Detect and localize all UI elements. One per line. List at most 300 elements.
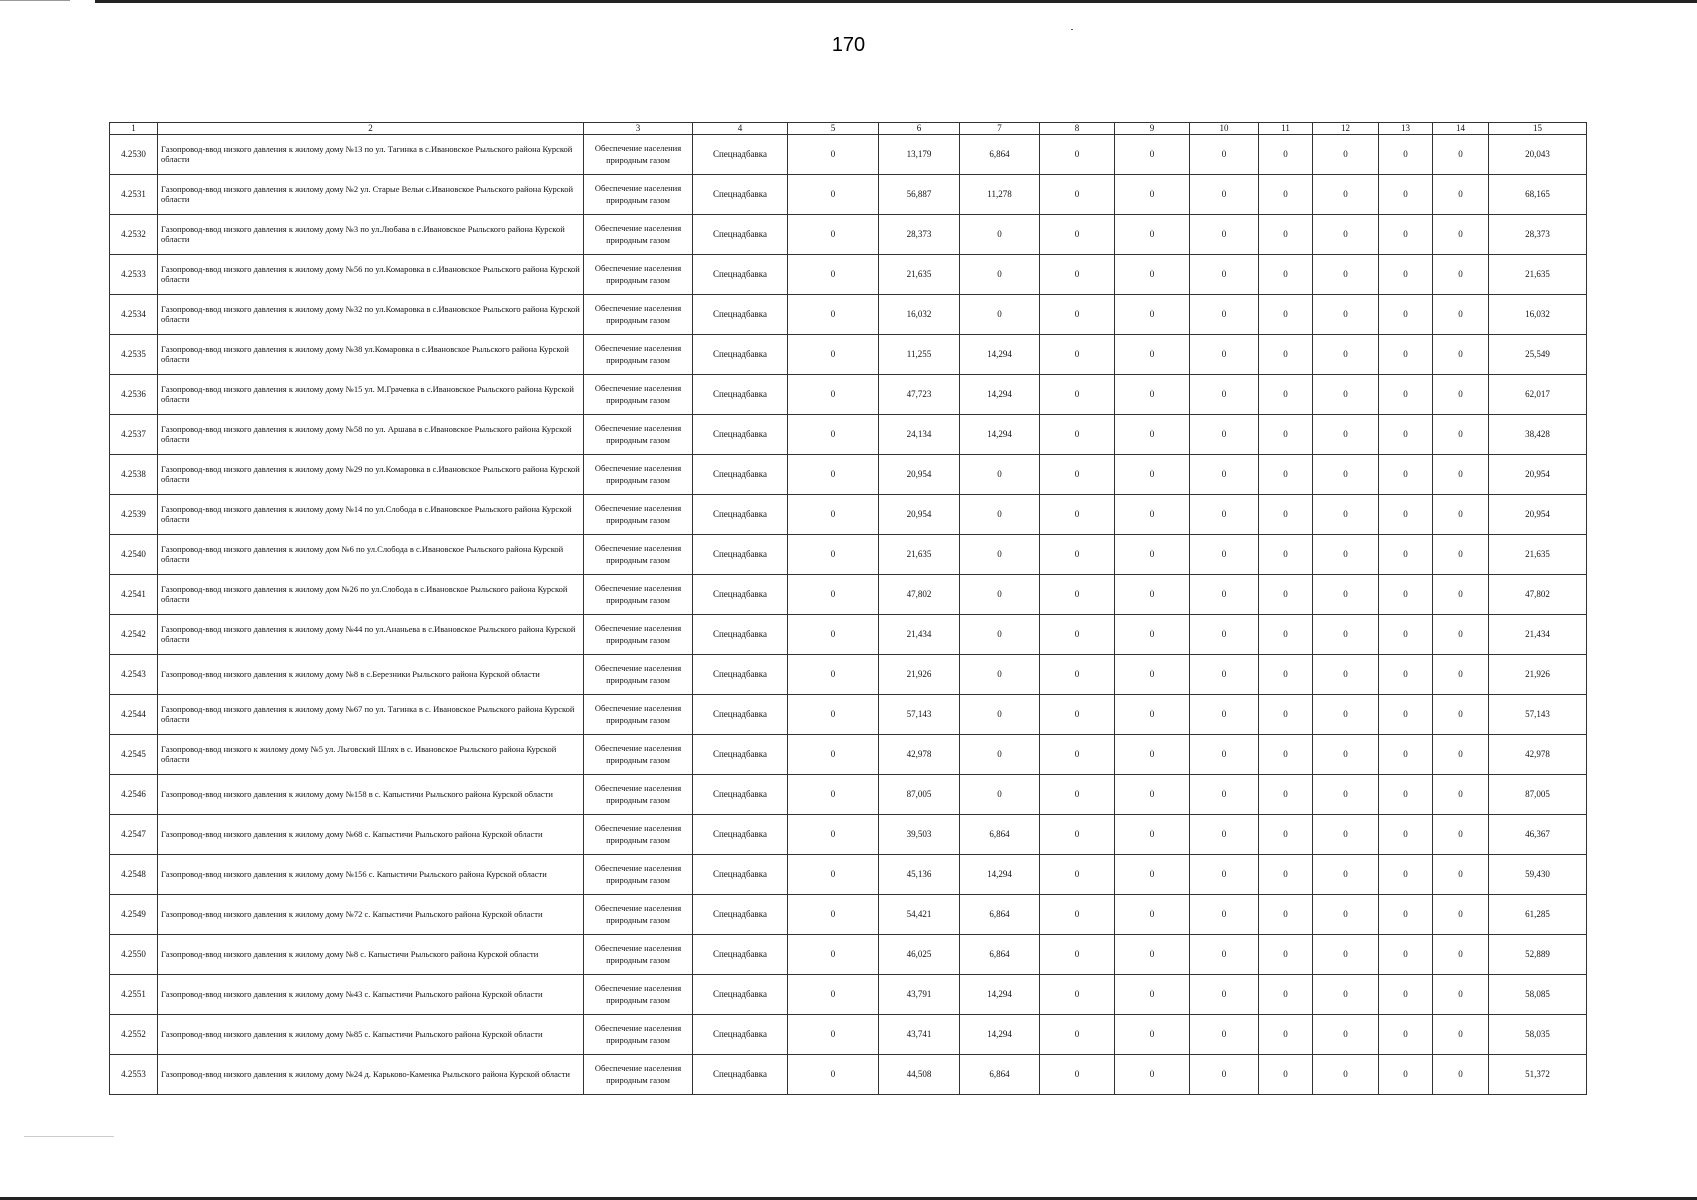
- value-cell: 0: [1040, 775, 1115, 815]
- value-cell: 0: [1313, 815, 1379, 855]
- value-cell: 0: [788, 415, 879, 455]
- value-cell: 0: [1115, 495, 1190, 535]
- value-cell: 0: [1040, 895, 1115, 935]
- value-cell: 21,434: [1489, 615, 1587, 655]
- value-cell: 13,179: [879, 135, 960, 175]
- table-row: [110, 615, 1587, 655]
- value-cell: 0: [1040, 575, 1115, 615]
- funding-source: Спецнадбавка: [693, 655, 788, 695]
- funding-source: Спецнадбавка: [693, 255, 788, 295]
- value-cell: 20,954: [1489, 455, 1587, 495]
- row-number: 4.2535: [110, 335, 158, 375]
- table-row: [110, 695, 1587, 735]
- purpose: Обеспечение населения природным газом: [584, 415, 693, 455]
- value-cell: 47,802: [879, 575, 960, 615]
- row-number: 4.2534: [110, 295, 158, 335]
- value-cell: 0: [1040, 975, 1115, 1015]
- value-cell: 0: [1433, 535, 1489, 575]
- value-cell: 0: [1259, 215, 1313, 255]
- value-cell: 11,255: [879, 335, 960, 375]
- object-name: Газопровод-ввод низкого давления к жилому дом №26 по ул.Слобода в с.Ивановское Рыльского района Курской области: [158, 575, 584, 615]
- value-cell: 0: [1433, 495, 1489, 535]
- value-cell: 0: [960, 655, 1040, 695]
- value-cell: 0: [1190, 655, 1259, 695]
- row-number: 4.2546: [110, 775, 158, 815]
- value-cell: 0: [1259, 135, 1313, 175]
- funding-source: Спецнадбавка: [693, 335, 788, 375]
- value-cell: 0: [1313, 455, 1379, 495]
- column-header: 1: [110, 123, 158, 135]
- value-cell: 0: [960, 215, 1040, 255]
- row-number: 4.2531: [110, 175, 158, 215]
- value-cell: 0: [1313, 495, 1379, 535]
- purpose: Обеспечение населения природным газом: [584, 775, 693, 815]
- value-cell: 46,367: [1489, 815, 1587, 855]
- value-cell: 0: [1190, 975, 1259, 1015]
- column-header: 3: [584, 123, 693, 135]
- column-header: 7: [960, 123, 1040, 135]
- value-cell: 0: [1313, 975, 1379, 1015]
- value-cell: 0: [788, 575, 879, 615]
- row-number: 4.2551: [110, 975, 158, 1015]
- funding-source: Спецнадбавка: [693, 1015, 788, 1055]
- value-cell: 0: [1433, 415, 1489, 455]
- value-cell: 0: [1313, 775, 1379, 815]
- value-cell: 0: [1040, 855, 1115, 895]
- value-cell: 0: [1433, 935, 1489, 975]
- value-cell: 0: [788, 815, 879, 855]
- value-cell: 0: [1259, 495, 1313, 535]
- value-cell: 0: [1433, 215, 1489, 255]
- value-cell: 0: [788, 535, 879, 575]
- value-cell: 6,864: [960, 135, 1040, 175]
- purpose: Обеспечение населения природным газом: [584, 935, 693, 975]
- value-cell: 0: [1313, 415, 1379, 455]
- purpose: Обеспечение населения природным газом: [584, 975, 693, 1015]
- table-row: [110, 375, 1587, 415]
- funding-source: Спецнадбавка: [693, 575, 788, 615]
- value-cell: 0: [1379, 855, 1433, 895]
- value-cell: 0: [1313, 735, 1379, 775]
- value-cell: 20,043: [1489, 135, 1587, 175]
- value-cell: 0: [1379, 975, 1433, 1015]
- value-cell: 0: [1115, 855, 1190, 895]
- funding-source: Спецнадбавка: [693, 415, 788, 455]
- value-cell: 45,136: [879, 855, 960, 895]
- value-cell: 0: [788, 375, 879, 415]
- value-cell: 0: [1259, 575, 1313, 615]
- value-cell: 42,978: [1489, 735, 1587, 775]
- funding-source: Спецнадбавка: [693, 935, 788, 975]
- value-cell: 0: [788, 135, 879, 175]
- table-row: [110, 655, 1587, 695]
- value-cell: 0: [1040, 1055, 1115, 1095]
- value-cell: 0: [1379, 695, 1433, 735]
- value-cell: 0: [788, 455, 879, 495]
- value-cell: 0: [1190, 855, 1259, 895]
- value-cell: 0: [788, 935, 879, 975]
- value-cell: 0: [1259, 375, 1313, 415]
- value-cell: 0: [1115, 375, 1190, 415]
- value-cell: 0: [1259, 695, 1313, 735]
- value-cell: 0: [1259, 175, 1313, 215]
- value-cell: 0: [1040, 655, 1115, 695]
- table-row: [110, 215, 1587, 255]
- purpose: Обеспечение населения природным газом: [584, 815, 693, 855]
- value-cell: 6,864: [960, 935, 1040, 975]
- funding-source: Спецнадбавка: [693, 855, 788, 895]
- value-cell: 0: [788, 855, 879, 895]
- value-cell: 0: [1190, 735, 1259, 775]
- value-cell: 0: [1190, 375, 1259, 415]
- value-cell: 0: [1115, 295, 1190, 335]
- value-cell: 0: [1115, 415, 1190, 455]
- object-name: Газопровод-ввод низкого к жилому дому №5 ул. Льговский Шлях в с. Ивановское Рыльского района Курской области: [158, 735, 584, 775]
- value-cell: 0: [788, 1015, 879, 1055]
- value-cell: 0: [960, 255, 1040, 295]
- scan-speck: [1071, 29, 1073, 30]
- value-cell: 0: [1040, 935, 1115, 975]
- value-cell: 0: [960, 495, 1040, 535]
- purpose: Обеспечение населения природным газом: [584, 695, 693, 735]
- value-cell: 87,005: [879, 775, 960, 815]
- object-name: Газопровод-ввод низкого давления к жилому дому №15 ул. М.Грачевка в с.Ивановское Рыльского района Курской области: [158, 375, 584, 415]
- funding-source: Спецнадбавка: [693, 495, 788, 535]
- value-cell: 25,549: [1489, 335, 1587, 375]
- object-name: Газопровод-ввод низкого давления к жилому дом №6 по ул.Слобода в с.Ивановское Рыльского района Курской области: [158, 535, 584, 575]
- value-cell: 0: [1433, 255, 1489, 295]
- value-cell: 0: [1190, 415, 1259, 455]
- purpose: Обеспечение населения природным газом: [584, 255, 693, 295]
- value-cell: 0: [1433, 375, 1489, 415]
- column-header: 14: [1433, 123, 1489, 135]
- value-cell: 44,508: [879, 1055, 960, 1095]
- value-cell: 59,430: [1489, 855, 1587, 895]
- column-header: 9: [1115, 123, 1190, 135]
- value-cell: 0: [1040, 295, 1115, 335]
- value-cell: 0: [1379, 255, 1433, 295]
- purpose: Обеспечение населения природным газом: [584, 375, 693, 415]
- value-cell: 0: [960, 575, 1040, 615]
- table-row: [110, 1015, 1587, 1055]
- value-cell: 0: [1313, 135, 1379, 175]
- data-table: [109, 122, 1587, 1095]
- value-cell: 0: [1433, 975, 1489, 1015]
- value-cell: 0: [1433, 855, 1489, 895]
- value-cell: 0: [1313, 855, 1379, 895]
- value-cell: 46,025: [879, 935, 960, 975]
- value-cell: 43,791: [879, 975, 960, 1015]
- value-cell: 0: [1313, 375, 1379, 415]
- value-cell: 0: [1379, 895, 1433, 935]
- value-cell: 0: [1259, 295, 1313, 335]
- value-cell: 0: [1115, 615, 1190, 655]
- value-cell: 21,434: [879, 615, 960, 655]
- value-cell: 16,032: [879, 295, 960, 335]
- value-cell: 0: [1379, 935, 1433, 975]
- value-cell: 0: [1433, 735, 1489, 775]
- row-number: 4.2544: [110, 695, 158, 735]
- value-cell: 0: [788, 735, 879, 775]
- value-cell: 0: [1040, 375, 1115, 415]
- value-cell: 0: [1259, 775, 1313, 815]
- value-cell: 0: [960, 775, 1040, 815]
- object-name: Газопровод-ввод низкого давления к жилому дому №68 с. Капыстичи Рыльского района Курской области: [158, 815, 584, 855]
- value-cell: 0: [1313, 535, 1379, 575]
- table-row: [110, 495, 1587, 535]
- value-cell: 0: [1115, 815, 1190, 855]
- value-cell: 0: [1040, 455, 1115, 495]
- row-number: 4.2550: [110, 935, 158, 975]
- purpose: Обеспечение населения природным газом: [584, 215, 693, 255]
- purpose: Обеспечение населения природным газом: [584, 295, 693, 335]
- object-name: Газопровод-ввод низкого давления к жилому дому №13 по ул. Тагинка в с.Ивановское Рыльского района Курской области: [158, 135, 584, 175]
- object-name: Газопровод-ввод низкого давления к жилому дому №58 по ул. Аршава в с.Ивановское Рыльского района Курской области: [158, 415, 584, 455]
- table-row: [110, 1055, 1587, 1095]
- value-cell: 0: [1190, 895, 1259, 935]
- value-cell: 0: [1040, 815, 1115, 855]
- value-cell: 56,887: [879, 175, 960, 215]
- value-cell: 57,143: [1489, 695, 1587, 735]
- value-cell: 0: [1190, 1015, 1259, 1055]
- purpose: Обеспечение населения природным газом: [584, 495, 693, 535]
- value-cell: 0: [1433, 455, 1489, 495]
- value-cell: 14,294: [960, 375, 1040, 415]
- value-cell: 0: [1040, 535, 1115, 575]
- value-cell: 0: [1115, 255, 1190, 295]
- value-cell: 0: [1379, 815, 1433, 855]
- row-number: 4.2530: [110, 135, 158, 175]
- value-cell: 14,294: [960, 975, 1040, 1015]
- value-cell: 0: [1115, 975, 1190, 1015]
- value-cell: 0: [1190, 215, 1259, 255]
- value-cell: 58,085: [1489, 975, 1587, 1015]
- value-cell: 0: [1190, 535, 1259, 575]
- purpose: Обеспечение населения природным газом: [584, 335, 693, 375]
- row-number: 4.2547: [110, 815, 158, 855]
- value-cell: 0: [1379, 295, 1433, 335]
- funding-source: Спецнадбавка: [693, 215, 788, 255]
- value-cell: 0: [1040, 1015, 1115, 1055]
- value-cell: 14,294: [960, 1015, 1040, 1055]
- value-cell: 0: [1379, 215, 1433, 255]
- value-cell: 61,285: [1489, 895, 1587, 935]
- value-cell: 0: [1190, 135, 1259, 175]
- value-cell: 21,635: [1489, 535, 1587, 575]
- value-cell: 39,503: [879, 815, 960, 855]
- value-cell: 0: [1313, 895, 1379, 935]
- header-row: [110, 123, 1587, 135]
- scan-edge-top-left: [0, 0, 70, 1]
- value-cell: 57,143: [879, 695, 960, 735]
- value-cell: 0: [1190, 455, 1259, 495]
- purpose: Обеспечение населения природным газом: [584, 615, 693, 655]
- table-row: [110, 815, 1587, 855]
- value-cell: 0: [960, 295, 1040, 335]
- value-cell: 21,635: [879, 535, 960, 575]
- object-name: Газопровод-ввод низкого давления к жилому дому №2 ул. Старые Вельи с.Ивановское Рыльского района Курской области: [158, 175, 584, 215]
- value-cell: 0: [1259, 535, 1313, 575]
- value-cell: 0: [1115, 1055, 1190, 1095]
- value-cell: 0: [1259, 455, 1313, 495]
- purpose: Обеспечение населения природным газом: [584, 655, 693, 695]
- funding-source: Спецнадбавка: [693, 375, 788, 415]
- funding-source: Спецнадбавка: [693, 695, 788, 735]
- value-cell: 0: [1115, 335, 1190, 375]
- value-cell: 0: [1313, 175, 1379, 215]
- value-cell: 0: [1433, 615, 1489, 655]
- value-cell: 0: [1259, 255, 1313, 295]
- purpose: Обеспечение населения природным газом: [584, 455, 693, 495]
- table-row: [110, 735, 1587, 775]
- value-cell: 20,954: [879, 455, 960, 495]
- value-cell: 0: [1313, 295, 1379, 335]
- scan-edge-top: [95, 0, 1697, 3]
- value-cell: 6,864: [960, 815, 1040, 855]
- row-number: 4.2532: [110, 215, 158, 255]
- value-cell: 43,741: [879, 1015, 960, 1055]
- value-cell: 0: [1115, 135, 1190, 175]
- value-cell: 0: [788, 495, 879, 535]
- value-cell: 0: [1379, 535, 1433, 575]
- value-cell: 0: [1040, 735, 1115, 775]
- object-name: Газопровод-ввод низкого давления к жилому дому №67 по ул. Тагинка в с. Ивановское Рыльского района Курской области: [158, 695, 584, 735]
- table-row: [110, 175, 1587, 215]
- value-cell: 0: [1115, 215, 1190, 255]
- value-cell: 0: [1379, 375, 1433, 415]
- value-cell: 0: [1379, 175, 1433, 215]
- value-cell: 0: [1040, 215, 1115, 255]
- value-cell: 0: [788, 295, 879, 335]
- value-cell: 21,926: [879, 655, 960, 695]
- value-cell: 52,889: [1489, 935, 1587, 975]
- value-cell: 0: [788, 615, 879, 655]
- value-cell: 0: [1040, 135, 1115, 175]
- column-header: 15: [1489, 123, 1587, 135]
- value-cell: 16,032: [1489, 295, 1587, 335]
- value-cell: 0: [1190, 1055, 1259, 1095]
- value-cell: 28,373: [879, 215, 960, 255]
- value-cell: 0: [1190, 935, 1259, 975]
- column-header: 6: [879, 123, 960, 135]
- object-name: Газопровод-ввод низкого давления к жилому дому №43 с. Капыстичи Рыльского района Курской области: [158, 975, 584, 1015]
- purpose: Обеспечение населения природным газом: [584, 1015, 693, 1055]
- value-cell: 0: [1190, 615, 1259, 655]
- table-row: [110, 775, 1587, 815]
- value-cell: 0: [1040, 495, 1115, 535]
- row-number: 4.2539: [110, 495, 158, 535]
- value-cell: 87,005: [1489, 775, 1587, 815]
- value-cell: 0: [1433, 1015, 1489, 1055]
- value-cell: 24,134: [879, 415, 960, 455]
- object-name: Газопровод-ввод низкого давления к жилому дому №8 с. Капыстичи Рыльского района Курской области: [158, 935, 584, 975]
- value-cell: 0: [1190, 695, 1259, 735]
- row-number: 4.2553: [110, 1055, 158, 1095]
- value-cell: 0: [960, 455, 1040, 495]
- object-name: Газопровод-ввод низкого давления к жилому дому №24 д. Карьково-Каменка Рыльского района Курской области: [158, 1055, 584, 1095]
- value-cell: 0: [1379, 775, 1433, 815]
- value-cell: 0: [1259, 855, 1313, 895]
- value-cell: 47,723: [879, 375, 960, 415]
- row-number: 4.2549: [110, 895, 158, 935]
- purpose: Обеспечение населения природным газом: [584, 135, 693, 175]
- value-cell: 14,294: [960, 415, 1040, 455]
- value-cell: 51,372: [1489, 1055, 1587, 1095]
- value-cell: 0: [1379, 1015, 1433, 1055]
- value-cell: 0: [1433, 295, 1489, 335]
- value-cell: 58,035: [1489, 1015, 1587, 1055]
- value-cell: 20,954: [879, 495, 960, 535]
- object-name: Газопровод-ввод низкого давления к жилому дому №156 с. Капыстичи Рыльского района Курской области: [158, 855, 584, 895]
- value-cell: 38,428: [1489, 415, 1587, 455]
- purpose: Обеспечение населения природным газом: [584, 535, 693, 575]
- funding-source: Спецнадбавка: [693, 895, 788, 935]
- row-number: 4.2540: [110, 535, 158, 575]
- value-cell: 0: [1115, 895, 1190, 935]
- value-cell: 0: [1115, 1015, 1190, 1055]
- row-number: 4.2541: [110, 575, 158, 615]
- value-cell: 0: [1379, 1055, 1433, 1095]
- value-cell: 0: [788, 895, 879, 935]
- row-number: 4.2533: [110, 255, 158, 295]
- table-row: [110, 135, 1587, 175]
- value-cell: 0: [1379, 575, 1433, 615]
- column-header: 2: [158, 123, 584, 135]
- value-cell: 0: [1115, 175, 1190, 215]
- table-row: [110, 295, 1587, 335]
- value-cell: 0: [788, 215, 879, 255]
- funding-source: Спецнадбавка: [693, 455, 788, 495]
- value-cell: 0: [1433, 575, 1489, 615]
- value-cell: 0: [1433, 895, 1489, 935]
- value-cell: 0: [1379, 615, 1433, 655]
- value-cell: 0: [1040, 695, 1115, 735]
- object-name: Газопровод-ввод низкого давления к жилому дому №32 по ул.Комаровка в с.Ивановское Рыльского района Курской области: [158, 295, 584, 335]
- value-cell: 0: [1313, 695, 1379, 735]
- purpose: Обеспечение населения природным газом: [584, 895, 693, 935]
- value-cell: 28,373: [1489, 215, 1587, 255]
- table-row: [110, 975, 1587, 1015]
- value-cell: 0: [788, 255, 879, 295]
- value-cell: 0: [1040, 175, 1115, 215]
- value-cell: 0: [788, 775, 879, 815]
- value-cell: 14,294: [960, 335, 1040, 375]
- column-header: 4: [693, 123, 788, 135]
- purpose: Обеспечение населения природным газом: [584, 175, 693, 215]
- value-cell: 0: [960, 695, 1040, 735]
- value-cell: 0: [1040, 255, 1115, 295]
- value-cell: 42,978: [879, 735, 960, 775]
- value-cell: 0: [1190, 575, 1259, 615]
- row-number: 4.2545: [110, 735, 158, 775]
- value-cell: 21,635: [1489, 255, 1587, 295]
- table-row: [110, 535, 1587, 575]
- row-number: 4.2548: [110, 855, 158, 895]
- funding-source: Спецнадбавка: [693, 975, 788, 1015]
- value-cell: 0: [1379, 735, 1433, 775]
- value-cell: 0: [1313, 1015, 1379, 1055]
- value-cell: 0: [1115, 775, 1190, 815]
- purpose: Обеспечение населения природным газом: [584, 735, 693, 775]
- value-cell: 0: [1259, 1055, 1313, 1095]
- value-cell: 0: [788, 655, 879, 695]
- column-header: 11: [1259, 123, 1313, 135]
- funding-source: Спецнадбавка: [693, 775, 788, 815]
- value-cell: 0: [788, 335, 879, 375]
- value-cell: 0: [1190, 295, 1259, 335]
- value-cell: 0: [1313, 1055, 1379, 1095]
- value-cell: 47,802: [1489, 575, 1587, 615]
